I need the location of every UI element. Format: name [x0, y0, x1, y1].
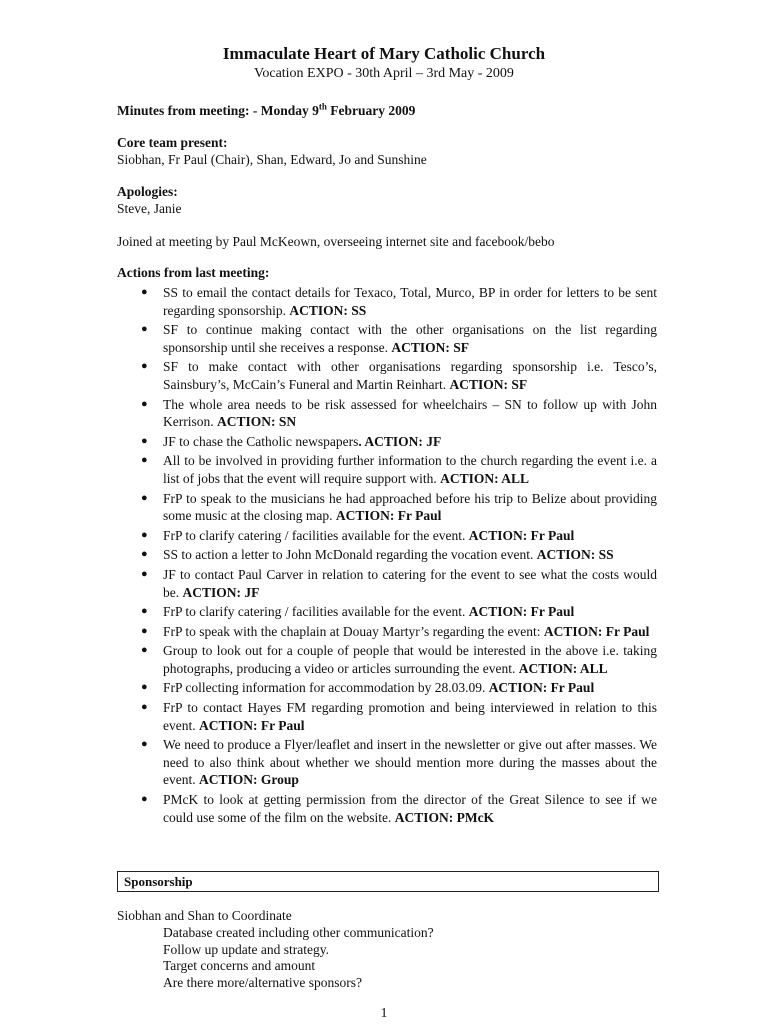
- action-owner: ACTION: SS: [289, 302, 367, 318]
- core-team-names: Siobhan, Fr Paul (Chair), Shan, Edward, Jo and Sunshine: [117, 152, 427, 167]
- action-item-text: FrP to speak with the chaplain at Douay Martyr’s regarding the event:: [163, 623, 544, 639]
- bullet-icon: ●: [141, 567, 148, 580]
- apologies-names: Steve, Janie: [117, 201, 182, 216]
- minutes-prefix: Minutes from meeting: - Monday 9: [117, 103, 319, 118]
- action-owner: ACTION: Fr Paul: [488, 680, 595, 696]
- action-owner: ACTION: SF: [449, 376, 528, 392]
- action-item: [117, 566, 657, 601]
- document-subtitle: Vocation EXPO - 30th April – 3rd May - 2009: [254, 66, 514, 81]
- bullet-icon: ●: [141, 548, 148, 561]
- bullet-icon: ●: [141, 528, 148, 541]
- action-item-text: JF to contact Paul Carver in relation to catering for the event to see what the costs would be.: [163, 566, 657, 600]
- action-owner: ACTION: Fr Paul: [199, 717, 305, 733]
- sponsorship-item: Follow up update and strategy.: [163, 941, 329, 957]
- action-item: [117, 321, 657, 356]
- action-item: [117, 358, 657, 393]
- action-owner: ACTION: Fr Paul: [468, 527, 575, 543]
- sponsorship-item: Are there more/alternative sponsors?: [163, 974, 363, 990]
- action-item: [117, 623, 657, 641]
- joined-note: Joined at meeting by Paul McKeown, overseeing internet site and facebook/bebo: [117, 234, 555, 249]
- action-item-text: Group to look out for a couple of people that would be interested in the above i.e. taking photographs, producing a video or articles surrounding the event.: [163, 643, 657, 676]
- action-item-text: SF to continue making contact with the other organisations on the list regarding sponsorship until she receives a response.: [163, 322, 657, 355]
- action-item: [117, 642, 657, 677]
- action-item: [117, 527, 657, 545]
- action-owner: ACTION: Fr Paul: [543, 623, 650, 639]
- action-item-text: FrP to contact Hayes FM regarding promotion and being interviewed in relation to this event.: [163, 700, 657, 733]
- action-owner: ACTION: ALL: [440, 470, 529, 486]
- document-title: Immaculate Heart of Mary Catholic Church: [222, 44, 546, 63]
- bullet-icon: ●: [141, 738, 148, 751]
- action-item-text: All to be involved in providing further information to the church regarding the event i.e. a list of jobs that the event will require support with.: [163, 453, 657, 486]
- action-owner: ACTION: ALL: [518, 660, 608, 676]
- minutes-suffix: February 2009: [326, 103, 416, 118]
- action-owner: ACTION: SN: [217, 414, 297, 430]
- action-owner: . ACTION: JF: [358, 433, 442, 449]
- action-owner: ACTION: JF: [182, 584, 260, 600]
- bullet-icon: ●: [141, 434, 148, 447]
- action-item-text: FrP collecting information for accommodation by 28.03.09.: [163, 680, 489, 696]
- action-item: [117, 699, 657, 734]
- bullet-icon: ●: [141, 605, 148, 618]
- bullet-icon: ●: [141, 454, 148, 467]
- sponsorship-items: [163, 925, 434, 991]
- action-item-text: SS to action a letter to John McDonald regarding the vocation event.: [163, 547, 537, 563]
- core-team-heading: Core team present:: [117, 135, 228, 150]
- bullet-icon: ●: [141, 624, 148, 637]
- action-item: [117, 490, 657, 525]
- sponsorship-heading-box: Sponsorship: [117, 871, 659, 892]
- action-item-text: FrP to clarify catering / facilities available for the event.: [163, 527, 469, 543]
- bullet-icon: ●: [141, 701, 148, 714]
- action-item: [117, 452, 657, 487]
- action-item: [117, 284, 657, 319]
- actions-section: [117, 265, 657, 828]
- action-item: [117, 679, 657, 697]
- sponsorship-coordinate: Siobhan and Shan to Coordinate: [117, 908, 292, 923]
- action-item: [117, 433, 657, 451]
- apologies-heading: Apologies:: [117, 184, 178, 199]
- action-owner: ACTION: Group: [199, 772, 299, 788]
- action-item: [117, 791, 657, 826]
- bullet-icon: ●: [141, 793, 148, 806]
- action-item-text: PMcK to look at getting permission from the director of the Great Silence to see if we could use some of the film on the website.: [163, 792, 657, 825]
- sponsorship-item: Database created including other communication?: [163, 925, 434, 940]
- action-item-text: SF to make contact with other organisations regarding sponsorship i.e. Tesco’s, Sainsbury’s, McCain’s Funeral and Martin Reinhart.: [163, 359, 657, 392]
- bullet-icon: ●: [141, 491, 148, 504]
- bullet-icon: ●: [141, 286, 148, 298]
- action-item: [117, 396, 657, 431]
- page-number: 1: [380, 1006, 388, 1021]
- action-item: [117, 546, 657, 564]
- minutes-date-line: [117, 102, 415, 119]
- action-item-text: JF to chase the Catholic newspapers: [163, 433, 359, 449]
- action-item: [117, 736, 657, 789]
- minutes-sup: th: [318, 101, 327, 112]
- action-owner: ACTION: Fr Paul: [335, 508, 442, 524]
- bullet-icon: ●: [141, 681, 148, 694]
- bullet-icon: ●: [141, 360, 148, 373]
- action-owner: ACTION: PMcK: [394, 809, 495, 825]
- bullet-icon: ●: [141, 644, 148, 657]
- apologies-section: [117, 183, 181, 217]
- bullet-icon: ●: [141, 397, 148, 410]
- action-item: [117, 603, 657, 621]
- action-item-text: FrP to clarify catering / facilities available for the event.: [163, 604, 469, 620]
- action-owner: ACTION: SF: [391, 339, 469, 355]
- action-item-text: We need to produce a Flyer/leaflet and insert in the newsletter or give out after masses. We need to also think about whether we should mention more during the masses about the event.: [163, 737, 657, 788]
- bullet-icon: ●: [141, 323, 148, 336]
- action-item-text: SS to email the contact details for Texaco, Total, Murco, BP in order for letters to be sent regarding sponsorship.: [163, 285, 657, 318]
- action-owner: ACTION: Fr Paul: [468, 604, 575, 620]
- action-list: [117, 284, 657, 826]
- actions-heading: Actions from last meeting:: [117, 265, 270, 280]
- sponsorship-item: Target concerns and amount: [163, 958, 316, 973]
- action-owner: ACTION: SS: [536, 547, 614, 563]
- core-team-section: [117, 134, 427, 168]
- action-item-text: FrP to speak to the musicians he had approached before his trip to Belize about providing some music at the closing map.: [163, 490, 657, 524]
- action-item-text: The whole area needs to be risk assessed for wheelchairs – SN to follow up with John Kerrison.: [163, 396, 657, 430]
